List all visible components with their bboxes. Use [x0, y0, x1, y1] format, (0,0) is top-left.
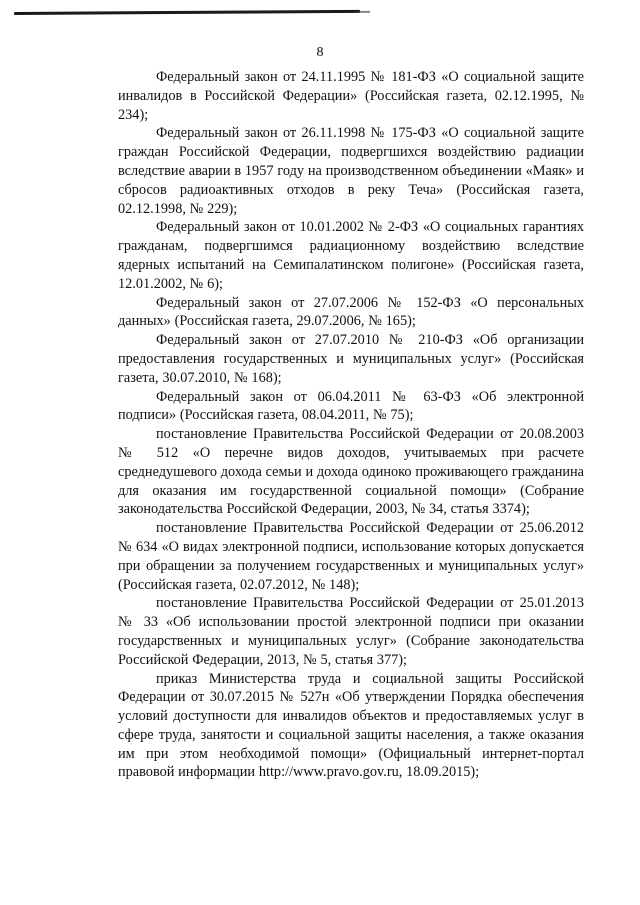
- paragraph-order-527n: приказ Министерства труда и социальной защиты Российской Федерации от 30.07.2015 № 527н «Об утверждении Порядка обеспечения условий доступности для инвалидов объектов и предоставляемых услуг в сфере труда, занятости и социальной защиты населения, а также оказания им при этом необходимой помощи» (Официальный интернет-портал правовой информации http://www.pravo.gov.ru, 18.09.2015);: [118, 670, 584, 781]
- document-body: [118, 68, 584, 782]
- paragraph-law-210: Федеральный закон от 27.07.2010 № 210-ФЗ «Об организации предоставления государственных и муниципальных услуг» (Российская газета, 30.07.2010, № 168);: [118, 332, 584, 386]
- paragraph-law-175: Федеральный закон от 26.11.1998 № 175-ФЗ «О социальной защите граждан Российской Федерации, подвергшихся воздействию радиации вследствие аварии в 1957 году на производственном объединении «Маяк» и сбросов радиоактивных отходов в реку Теча» (Российская газета, 02.12.1998, № 229);: [118, 125, 584, 217]
- paragraph-resolution-512: постановление Правительства Российской Федерации от 20.08.2003 № 512 «О перечне видов доходов, учитываемых при расчете среднедушевого дохода семьи и дохода одиноко проживающего гражданина для оказания им государственной социальной помощи» (Собрание законодательства Российской Федерации, 2003, № 34, статья 3374);: [118, 426, 584, 518]
- page-number: 8: [316, 45, 324, 60]
- paragraph-law-2: Федеральный закон от 10.01.2002 № 2-ФЗ «О социальных гарантиях гражданам, подвергшимся радиационному воздействию вследствие ядерных испытаний на Семипалатинском полигоне» (Российская газета, 12.01.2002, № 6);: [118, 219, 584, 292]
- paragraph-law-63: Федеральный закон от 06.04.2011 № 63-ФЗ «Об электронной подписи» (Российская газета, 08.04.2011, № 75);: [118, 388, 584, 424]
- paragraph-resolution-634: постановление Правительства Российской Федерации от 25.06.2012 № 634 «О видах электронной подписи, использование которых допускается при обращении за получением государственных и муниципальных услуг» (Российская газета, 02.07.2012, № 148);: [118, 520, 584, 593]
- paragraph-resolution-33: постановление Правительства Российской Федерации от 25.01.2013 № 33 «Об использовании простой электронной подписи при оказании государственных и муниципальных услуг» (Собрание законодательства Российской Федерации, 2013, № 5, статья 377);: [118, 595, 584, 668]
- paragraph-law-181: Федеральный закон от 24.11.1995 № 181-ФЗ «О социальной защите инвалидов в Российской Федерации» (Российская газета, 02.12.1995, № 234);: [118, 69, 584, 123]
- paragraph-law-152: Федеральный закон от 27.07.2006 № 152-ФЗ «О персональных данных» (Российская газета, 29.07.2006, № 165);: [118, 294, 584, 330]
- scan-artifact-line: [14, 10, 360, 15]
